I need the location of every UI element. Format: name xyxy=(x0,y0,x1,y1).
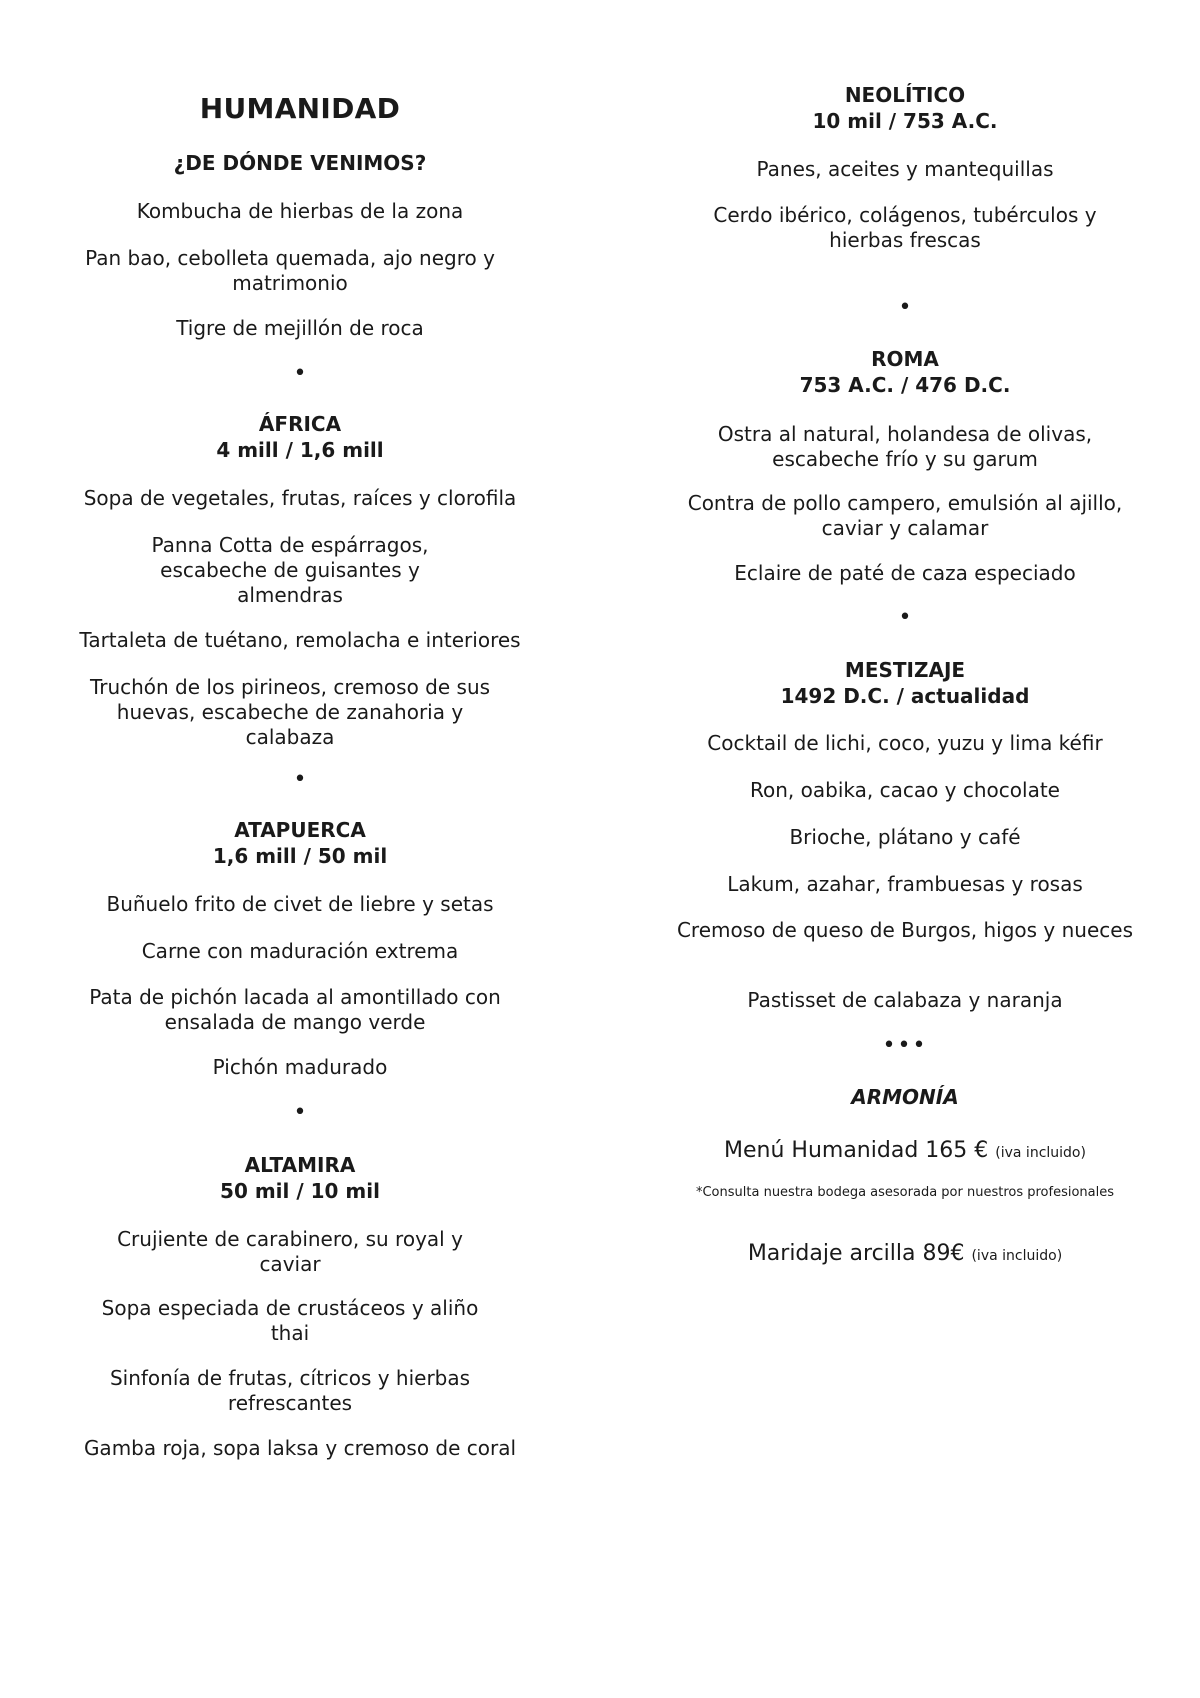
section-period-atapuerca: 1,6 mill / 50 mil xyxy=(212,844,388,868)
dish-item: Sinfonía de frutas, cítricos y hierbas refrescantes xyxy=(109,1366,471,1415)
section-title-africa: ÁFRICA xyxy=(258,412,342,436)
dish-item: Buñuelo frito de civet de liebre y setas xyxy=(106,892,494,916)
dish-item: Carne con maduración extrema xyxy=(141,939,459,963)
section-period-roma: 753 A.C. / 476 D.C. xyxy=(799,373,1011,397)
dish-item: Crujiente de carabinero, su royal y caviar xyxy=(117,1227,463,1276)
dish-item: Kombucha de hierbas de la zona xyxy=(136,199,464,223)
dish-item: Sopa de vegetales, frutas, raíces y clorofila xyxy=(83,486,517,510)
section-title-mestizaje: MESTIZAJE xyxy=(844,658,966,682)
dish-item: Eclaire de paté de caza especiado xyxy=(734,561,1076,585)
wine-cellar-note: *Consulta nuestra bodega asesorada por nuestros profesionales xyxy=(695,1185,1115,1200)
dish-item: Ron, oabika, cacao y chocolate xyxy=(750,778,1060,802)
dish-item: Panes, aceites y mantequillas xyxy=(756,157,1054,181)
menu-title: HUMANIDAD xyxy=(199,92,401,125)
dish-item: Contra de pollo campero, emulsión al ajillo, caviar y calamar xyxy=(687,491,1123,540)
dish-item: Panna Cotta de espárragos, escabeche de guisantes y almendras xyxy=(151,533,429,607)
final-separator: ••• xyxy=(882,1033,928,1058)
section-title-roma: ROMA xyxy=(871,347,939,371)
dish-item: Lakum, azahar, frambuesas y rosas xyxy=(727,872,1083,896)
menu-price-label: Menú Humanidad 165 € xyxy=(724,1138,989,1163)
section-title-atapuerca: ATAPUERCA xyxy=(234,818,366,842)
section-title-altamira: ALTAMIRA xyxy=(244,1153,356,1177)
dish-item: Truchón de los pirineos, cremoso de sus huevas, escabeche de zanahoria y calabaza xyxy=(89,675,491,749)
section-period-neolitico: 10 mil / 753 A.C. xyxy=(812,109,998,133)
dish-item: Brioche, plátano y café xyxy=(789,825,1021,849)
section-separator: • xyxy=(293,361,307,386)
menu-price-vat: (iva incluido) xyxy=(995,1145,1086,1161)
section-period-altamira: 50 mil / 10 mil xyxy=(220,1179,380,1203)
dish-item: Cremoso de queso de Burgos, higos y nueces xyxy=(676,918,1134,942)
section-period-mestizaje: 1492 D.C. / actualidad xyxy=(780,684,1030,708)
dish-item: Pastisset de calabaza y naranja xyxy=(747,988,1063,1012)
dish-item: Tartaleta de tuétano, remolacha e interiores xyxy=(79,628,521,652)
section-separator: • xyxy=(898,605,912,630)
pairing-price xyxy=(655,1240,1155,1270)
dish-item: Sopa especiada de crustáceos y aliño thai xyxy=(101,1296,479,1345)
pairing-price-vat: (iva incluido) xyxy=(971,1248,1063,1264)
dish-item: Ostra al natural, holandesa de olivas, escabeche frío y su garum xyxy=(717,422,1093,471)
section-separator: • xyxy=(293,1100,307,1125)
dish-item: Pichón madurado xyxy=(212,1055,388,1079)
section-separator: • xyxy=(898,295,912,320)
dish-item: Pan bao, cebolleta quemada, ajo negro y matrimonio xyxy=(85,246,495,295)
dish-item: Cerdo ibérico, colágenos, tubérculos y hierbas frescas xyxy=(713,203,1097,252)
section-title-neolitico: NEOLÍTICO xyxy=(844,83,966,107)
dish-item: Pata de pichón lacada al amontillado con ensalada de mango verde xyxy=(89,985,501,1034)
section-title-origin: ¿DE DÓNDE VENIMOS? xyxy=(173,151,427,175)
dish-item: Gamba roja, sopa laksa y cremoso de coral xyxy=(83,1436,517,1460)
section-period-africa: 4 mill / 1,6 mill xyxy=(216,438,384,462)
dish-item: Tigre de mejillón de roca xyxy=(176,316,424,340)
armonia-title: ARMONÍA xyxy=(851,1085,959,1109)
pairing-price-label: Maridaje arcilla 89€ xyxy=(747,1241,965,1266)
dish-item: Cocktail de lichi, coco, yuzu y lima kéfir xyxy=(707,731,1103,755)
section-separator: • xyxy=(293,767,307,792)
menu-price xyxy=(655,1137,1155,1167)
